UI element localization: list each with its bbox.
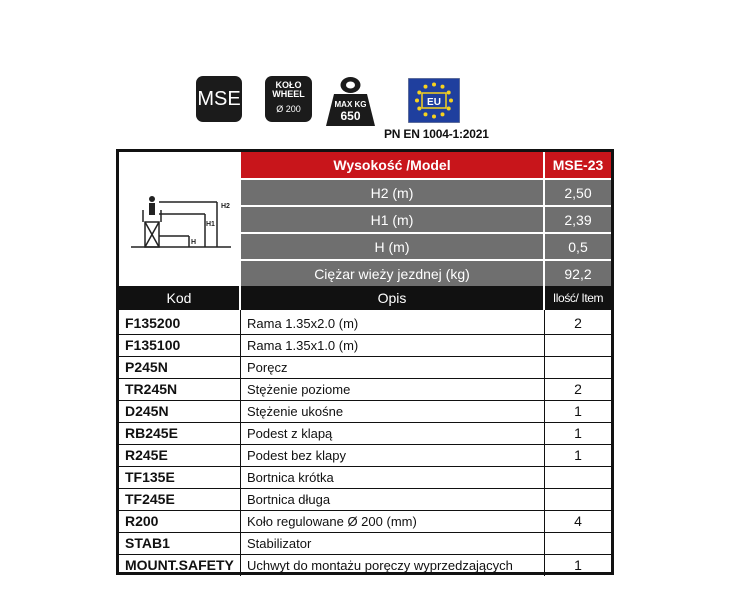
- spec-value: 2,39: [545, 207, 611, 232]
- column-divider: [544, 310, 545, 576]
- spec-label: H2 (m): [241, 180, 543, 205]
- spec-value: 0,5: [545, 234, 611, 259]
- spec-label: Ciężar wieży jezdnej (kg): [241, 261, 543, 286]
- eu-star: [432, 115, 436, 119]
- item-description: Podest bez klapy: [247, 447, 347, 463]
- spec-header-label: Wysokość /Model: [241, 152, 543, 178]
- item-quantity: 1: [574, 447, 582, 463]
- item-code: STAB1: [125, 535, 170, 551]
- item-description: Stabilizator: [247, 535, 312, 551]
- wheel-badge: [265, 76, 312, 122]
- item-code: F135100: [125, 337, 181, 353]
- eu-flag-icon: [408, 78, 460, 123]
- item-description: Rama 1.35x2.0 (m): [247, 315, 359, 331]
- item-description: Rama 1.35x1.0 (m): [247, 337, 359, 353]
- item-quantity: 4: [574, 513, 582, 529]
- eu-star: [417, 107, 421, 111]
- spec-label: H (m): [241, 234, 543, 259]
- item-quantity: [545, 356, 611, 378]
- h2-label: H2: [221, 203, 230, 210]
- item-description: Stężenie poziome: [247, 381, 351, 397]
- eu-star: [441, 85, 445, 89]
- item-code: RB245E: [125, 425, 178, 441]
- norm-label: PN EN 1004-1:2021: [384, 127, 489, 141]
- spec-label: H1 (m): [241, 207, 543, 232]
- item-code: R245E: [125, 447, 168, 463]
- item-description: Stężenie ukośne: [247, 403, 344, 419]
- eu-star: [424, 112, 428, 116]
- item-quantity: 1: [574, 425, 582, 441]
- spec-header-model: MSE-23: [545, 152, 611, 178]
- mse-badge: MSE: [196, 76, 242, 122]
- item-quantity: [545, 532, 611, 554]
- eu-star: [424, 85, 428, 89]
- wheel-badge-line2: WHEEL: [272, 89, 305, 99]
- item-code: D245N: [125, 403, 169, 419]
- item-code: TF135E: [125, 469, 175, 485]
- item-quantity: [545, 488, 611, 510]
- item-code: MOUNT.SAFETY: [125, 557, 234, 573]
- eu-star: [441, 112, 445, 116]
- eu-star: [447, 107, 451, 111]
- item-description: Koło regulowane Ø 200 (mm): [247, 513, 417, 529]
- item-code: TR245N: [125, 381, 178, 397]
- item-description: Podest z klapą: [247, 425, 333, 441]
- max-load-badge: [326, 76, 375, 126]
- scaffold-diagram: [119, 152, 239, 286]
- eu-star: [449, 99, 453, 103]
- spec-value: 2,50: [545, 180, 611, 205]
- max-kg-label: MAX KG: [334, 100, 367, 109]
- eu-star: [447, 91, 451, 95]
- column-code: Kod: [119, 286, 239, 310]
- item-quantity: 2: [574, 315, 582, 331]
- h1-label: H1: [206, 221, 215, 228]
- item-code: R200: [125, 513, 159, 529]
- eu-star: [417, 91, 421, 95]
- column-description: Opis: [241, 286, 543, 310]
- spec-value: 92,2: [545, 261, 611, 286]
- wheel-badge-size: Ø 200: [276, 104, 301, 114]
- column-divider: [240, 310, 241, 576]
- item-code: F135200: [125, 315, 181, 331]
- item-quantity: [545, 466, 611, 488]
- item-description: Bortnica krótka: [247, 469, 334, 485]
- eu-star: [415, 99, 419, 103]
- h-label: H: [191, 239, 197, 246]
- wheel-badge-line1: KOŁO: [275, 80, 302, 90]
- max-kg-value: 650: [340, 109, 361, 123]
- eu-star: [432, 83, 436, 87]
- item-description: Poręcz: [247, 359, 288, 375]
- column-quantity: Ilość/ Item: [545, 286, 611, 310]
- item-quantity: 1: [574, 403, 582, 419]
- item-quantity: 2: [574, 381, 582, 397]
- eu-label: EU: [427, 97, 441, 108]
- item-quantity: 1: [574, 557, 582, 573]
- item-code: P245N: [125, 359, 168, 375]
- parts-table: [116, 149, 614, 575]
- item-code: TF245E: [125, 491, 175, 507]
- item-description: Bortnica długa: [247, 491, 331, 507]
- item-quantity: [545, 334, 611, 356]
- item-description: Uchwyt do montażu poręczy wyprzedzających: [247, 557, 513, 573]
